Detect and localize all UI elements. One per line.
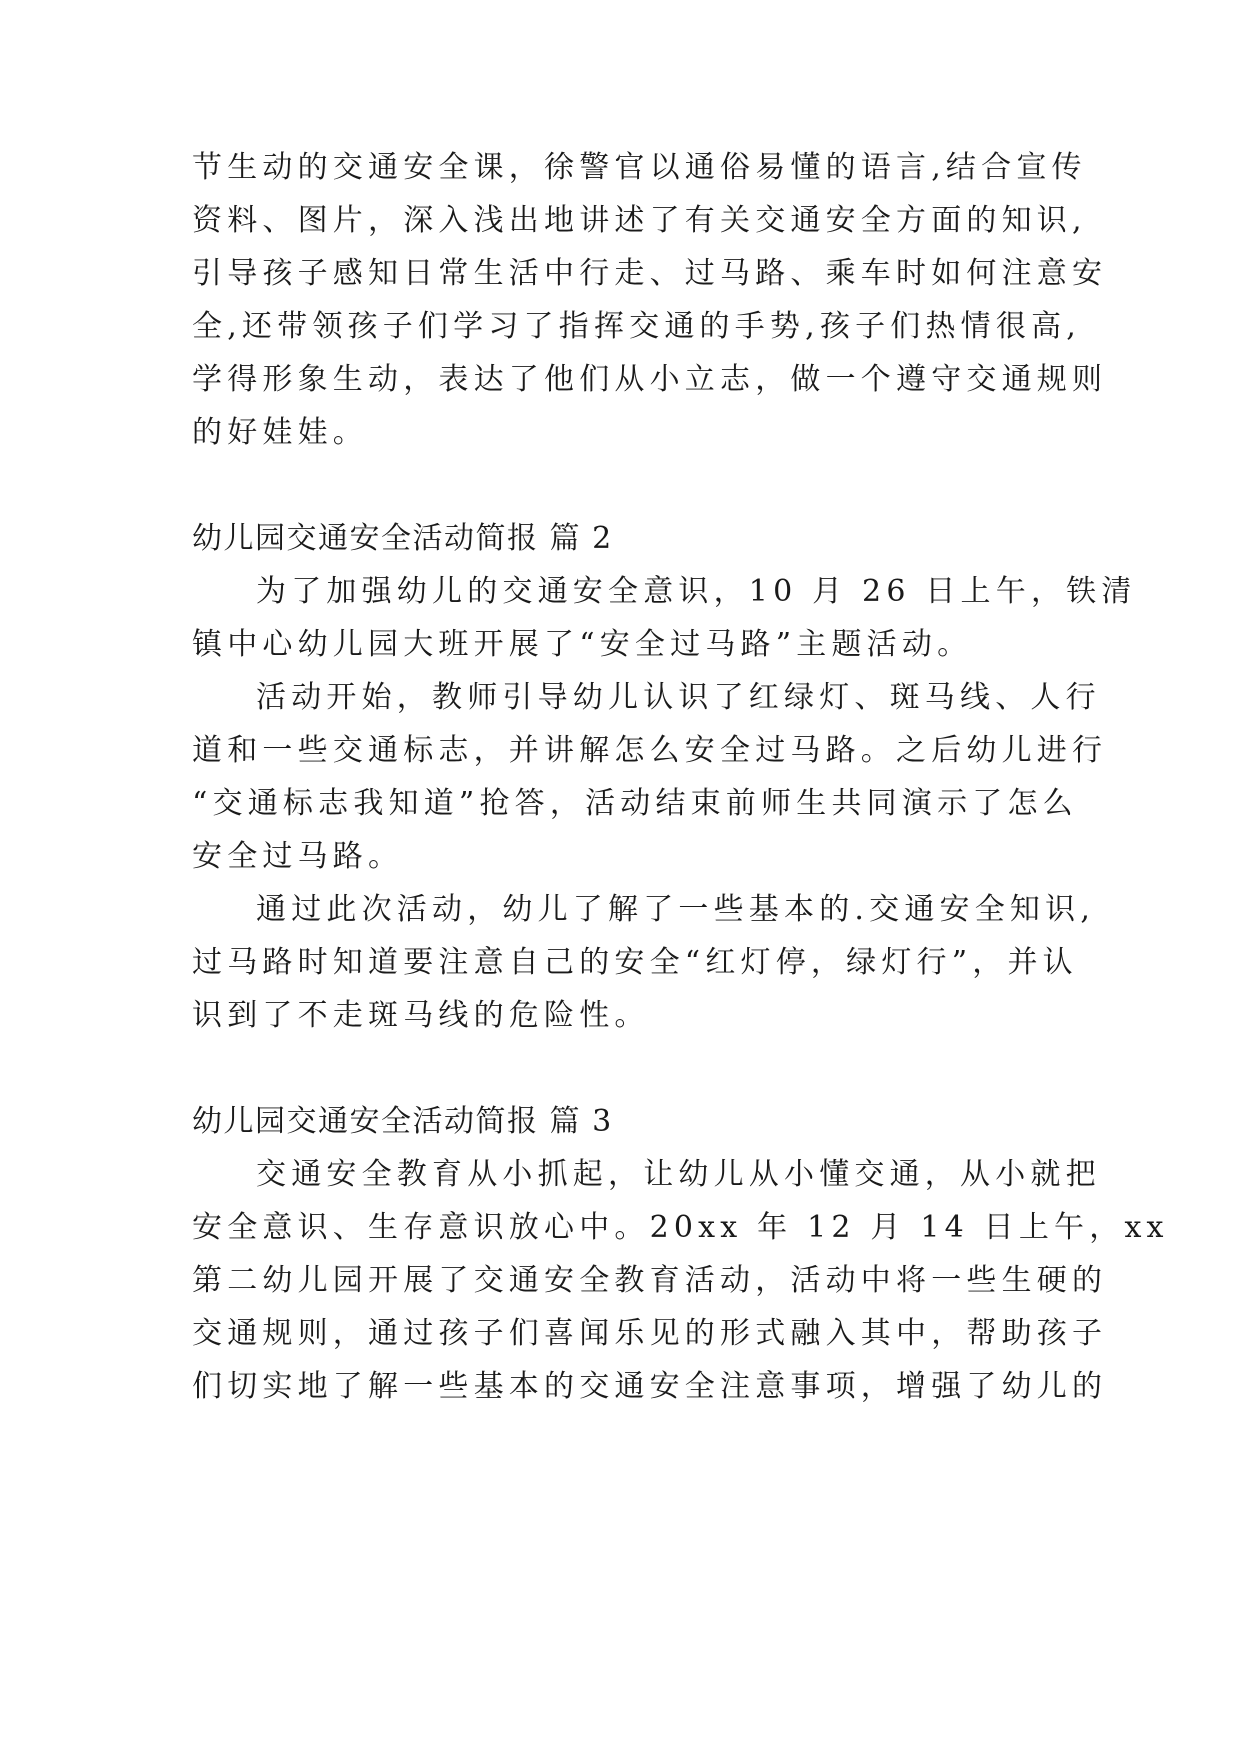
paragraph-line: 们切实地了解一些基本的交通安全注意事项，增强了幼儿的	[192, 1369, 1108, 1404]
paragraph-line: 交通规则，通过孩子们喜闻乐见的形式融入其中，帮助孩子	[192, 1316, 1108, 1351]
paragraph-line: 引导孩子感知日常生活中行走、过马路、乘车时如何注意安	[192, 256, 1108, 291]
paragraph-line: 全,还带领孩子们学习了指挥交通的手势,孩子们热情很高,	[192, 309, 1082, 344]
paragraph-line: 第二幼儿园开展了交通安全教育活动，活动中将一些生硬的	[192, 1263, 1108, 1298]
paragraph-line: 安全过马路。	[192, 839, 404, 874]
paragraph-line: 过马路时知道要注意自己的安全“红灯停，绿灯行”，并认	[192, 945, 1078, 980]
paragraph-line: “交通标志我知道”抢答，活动结束前师生共同演示了怎么	[192, 786, 1078, 821]
paragraph-line: 资料、图片，深入浅出地讲述了有关交通安全方面的知识,	[192, 203, 1087, 238]
paragraph-line: 镇中心幼儿园大班开展了“安全过马路”主题活动。	[192, 627, 973, 662]
paragraph-line: 交通安全教育从小抓起，让幼儿从小懂交通，从小就把	[256, 1157, 1101, 1192]
paragraph-line: 学得形象生动，表达了他们从小立志，做一个遵守交通规则	[192, 362, 1108, 397]
section-heading: 幼儿园交通安全活动简报 篇 2	[192, 521, 613, 556]
paragraph-line: 活动开始，教师引导幼儿认识了红绿灯、斑马线、人行	[256, 680, 1101, 715]
paragraph-line: 安全意识、生存意识放心中。20xx 年 12 月 14 日上午，xx	[192, 1210, 1169, 1245]
paragraph-line: 通过此次活动，幼儿了解了一些基本的.交通安全知识,	[256, 892, 1096, 927]
section-heading: 幼儿园交通安全活动简报 篇 3	[192, 1104, 613, 1139]
paragraph-line: 道和一些交通标志，并讲解怎么安全过马路。之后幼儿进行	[192, 733, 1108, 768]
paragraph-line: 为了加强幼儿的交通安全意识，10 月 26 日上午，铁清	[256, 574, 1137, 609]
paragraph-line: 的好娃娃。	[192, 415, 368, 450]
paragraph-line: 节生动的交通安全课，徐警官以通俗易懂的语言,结合宣传	[192, 150, 1087, 185]
paragraph-line: 识到了不走斑马线的危险性。	[192, 998, 650, 1033]
